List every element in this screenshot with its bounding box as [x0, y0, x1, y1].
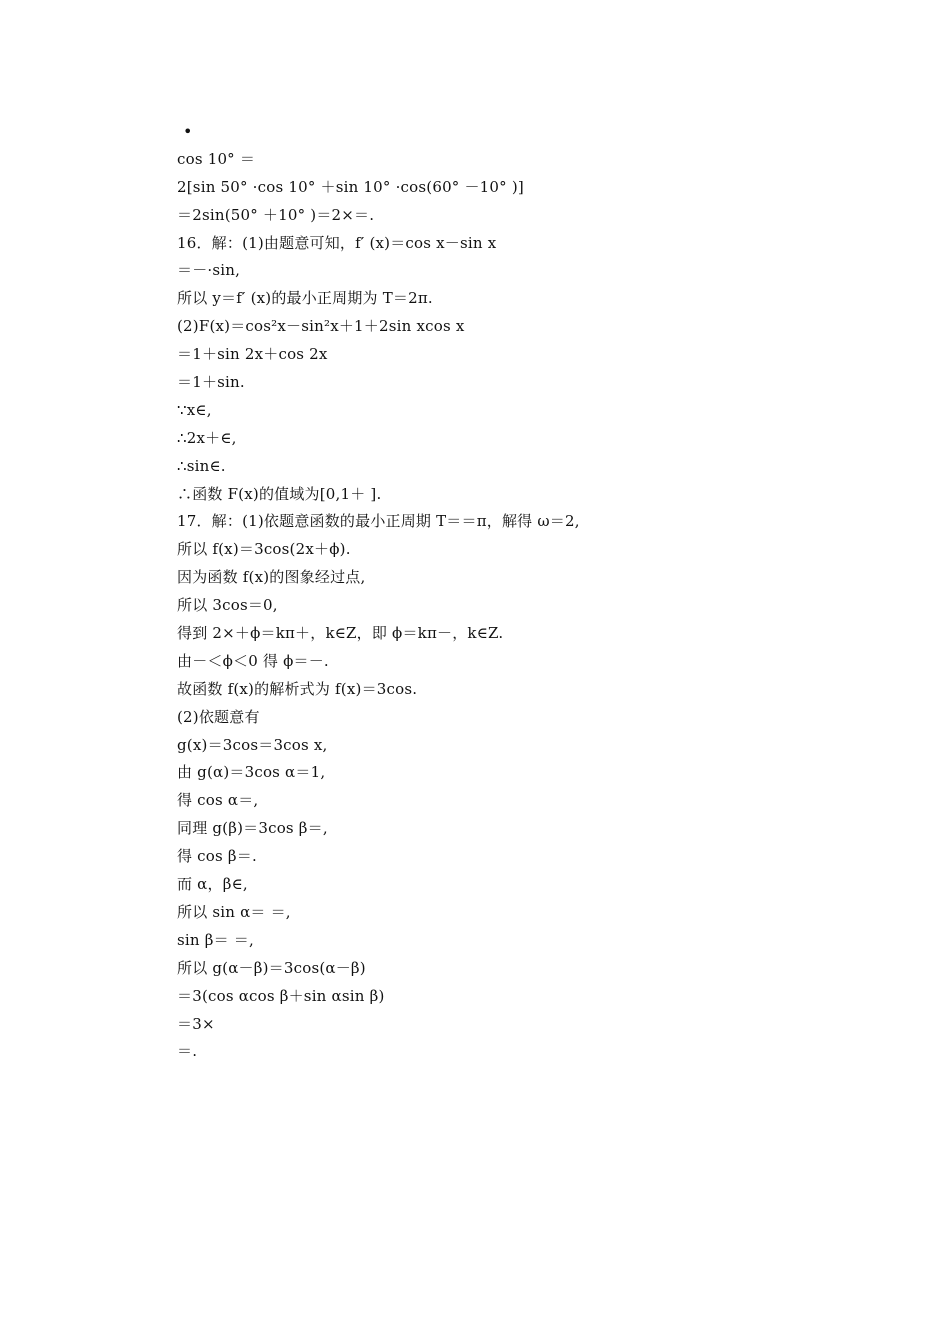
text-line: (2)F(x)＝cos²x－sin²x＋1＋2sin xcos x [177, 317, 465, 336]
text-line: 由－＜ϕ＜0 得 ϕ＝－. [177, 651, 329, 670]
text-line: cos 10° ＝ [177, 149, 256, 168]
text-line: 因为函数 f(x)的图象经过点, [177, 568, 366, 587]
text-line: 2[sin 50° ·cos 10° ＋sin 10° ·cos(60° －10° )] [177, 177, 524, 196]
text-line: g(x)＝3cos＝3cos x, [177, 735, 328, 754]
text-line: sin β＝ ＝, [177, 930, 254, 949]
text-line: 由 g(α)＝3cos α＝1, [177, 763, 326, 782]
text-line: 所以 f(x)＝3cos(2x＋ϕ). [177, 540, 351, 559]
text-line: ＝1＋sin. [177, 373, 245, 392]
text-line: 所以 y＝f′ (x)的最小正周期为 T＝2π. [177, 289, 433, 308]
text-line: ＝2sin(50° ＋10° )＝2×＝. [177, 205, 375, 224]
text-line: ＝3× [177, 1014, 215, 1033]
text-line: ＝1＋sin 2x＋cos 2x [177, 345, 328, 364]
text-line: 同理 g(β)＝3cos β＝, [177, 819, 328, 838]
text-line: 所以 sin α＝ ＝, [177, 902, 291, 921]
text-line: 故函数 f(x)的解析式为 f(x)＝3cos. [177, 679, 418, 698]
text-line: ∵x∈, [177, 400, 212, 419]
solution-text [177, 118, 857, 1066]
text-line: 得 cos α＝, [177, 791, 259, 810]
text-line: 得到 2×＋ϕ＝kπ＋，k∈Z，即 ϕ＝kπ－，k∈Z. [177, 624, 504, 643]
text-line: 16．解：(1)由题意可知，f′ (x)＝cos x－sin x [177, 233, 497, 252]
text-line: 所以 3cos＝0, [177, 596, 278, 615]
text-line: ＝3(cos αcos β＋sin αsin β) [177, 986, 385, 1005]
text-line: • [183, 122, 193, 141]
text-line: ＝－·sin, [177, 261, 241, 280]
text-line: ＝. [177, 1042, 198, 1061]
text-line: 所以 g(α－β)＝3cos(α－β) [177, 958, 366, 977]
text-line: 而 α，β∈, [177, 875, 248, 894]
text-line: 17．解：(1)依题意函数的最小正周期 T＝＝π，解得 ω＝2, [177, 512, 580, 531]
text-line: ∴函数 F(x)的值域为[0,1＋ ]. [177, 484, 382, 503]
text-line: 得 cos β＝. [177, 847, 257, 866]
text-line: ∴sin∈. [177, 456, 226, 475]
text-line: (2)依题意有 [177, 707, 260, 726]
text-line: ∴2x＋∈, [177, 428, 237, 447]
